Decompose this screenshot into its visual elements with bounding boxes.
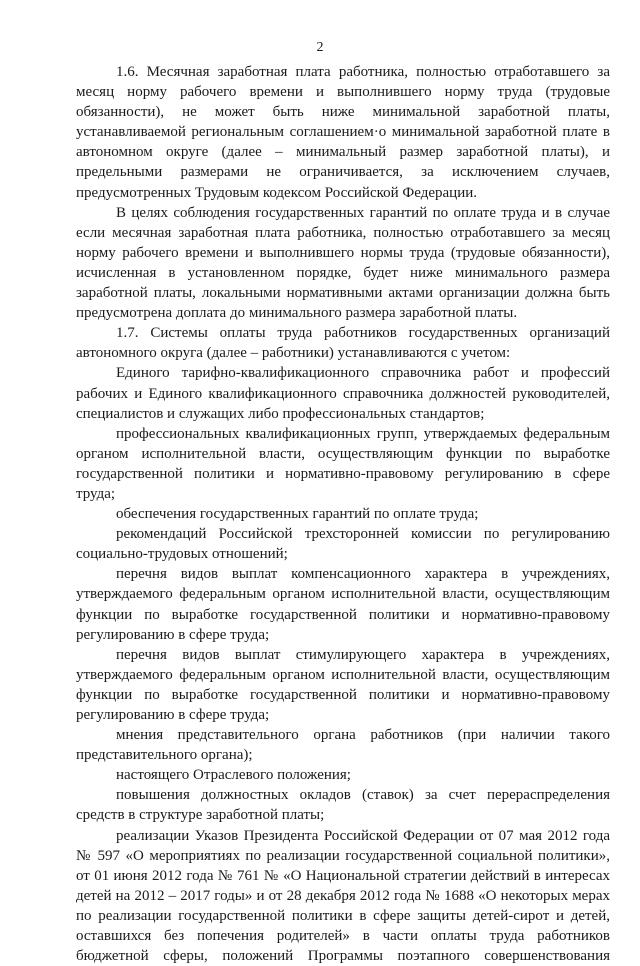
text-line: утверждаемого федеральным органом исполнительной власти, осуществляющим: [76, 586, 610, 603]
text-line: государственной политики и нормативно-правовому регулированию в сфере: [76, 465, 610, 482]
text-line: если месячная заработная плата работника, полностью отработавшего за месяц: [76, 224, 610, 241]
text-line: мнения представительного органа работников (при наличии такого: [116, 727, 610, 744]
text-line: предельными размерами не ограничивается, за исключением случаев,: [76, 164, 610, 181]
text-line: рекомендаций Российской трехсторонней комиссии по регулированию: [116, 526, 610, 543]
text-line: органом исполнительной власти, осуществляющим функции по выработке: [76, 445, 610, 462]
text-line: утверждаемого федеральным органом исполнительной власти, осуществляющим: [76, 666, 610, 683]
text-line: № 597 «О мероприятиях по реализации государственной социальной политики»,: [76, 847, 610, 864]
text-line: представительного органа);: [76, 747, 253, 764]
text-line: повышения должностных окладов (ставок) за счет перераспределения: [116, 787, 610, 804]
text-line: В целях соблюдения государственных гарантий по оплате труда и в случае: [116, 204, 610, 221]
text-line: регулированию в сфере труда;: [76, 626, 270, 643]
text-line: автономного округа (далее – работники) устанавливаются с учетом:: [76, 345, 511, 362]
text-line: социально-трудовых отношений;: [76, 546, 288, 563]
text-line: обеспечения государственных гарантий по оплате труда;: [116, 506, 479, 523]
text-line: месяц норму рабочего времени и выполнившего норму труда (трудовые: [76, 84, 610, 101]
text-line: регулированию в сфере труда;: [76, 707, 270, 723]
text-line: норму рабочего времени и выполнившего нормы труда (трудовые обязанности),: [76, 244, 610, 261]
text-line: исчисленная в установленном порядке, будет ниже минимального размера: [76, 264, 610, 281]
text-line: предусмотрена доплата до минимального размера заработной платы.: [76, 305, 518, 322]
text-line: автономном округе (далее – минимальный размер заработной платы), и: [76, 144, 610, 161]
text-line: функции по выработке государственной политики и нормативно-правовому: [76, 606, 610, 623]
text-line: функции по выработке государственной политики и нормативно-правовому: [76, 686, 610, 703]
text-line: предусмотренных Трудовым кодексом Российской Федерации.: [76, 184, 478, 201]
text-line: настоящего Отраслевого положения;: [116, 767, 351, 784]
text-line: профессиональных квалификационных групп, утверждаемых федеральным: [116, 425, 610, 442]
page-number: 2: [316, 40, 324, 55]
text-line: от 01 июня 2012 года № 761 № «О Национальной стратегии действий в интересах: [76, 867, 610, 884]
text-line: перечня видов выплат компенсационного характера в учреждениях,: [116, 566, 610, 583]
text-line: рабочих и Единого квалификационного справочника должностей руководителей,: [76, 385, 610, 402]
text-line: реализации Указов Президента Российской Федерации от 07 мая 2012 года: [116, 827, 610, 844]
text-line: труда;: [76, 485, 116, 502]
text-line: обязанности), не может быть ниже минимальной заработной платы,: [76, 104, 610, 121]
text-line: детей на 2012 – 2017 годы» и от 28 декабря 2012 года № 1688 «О некоторых мерах: [76, 887, 610, 904]
text-line: заработной платы, локальными нормативными актами организации должна быть: [76, 285, 610, 302]
text-line: 1.7. Системы оплаты труда работников государственных организаций: [116, 325, 610, 342]
text-line: специалистов и служащих либо профессиональных стандартов;: [76, 405, 485, 422]
text-line: бюджетной сферы, положений Программы поэтапного совершенствования: [76, 948, 610, 965]
text-line: оставшихся без попечения родителей» в части оплаты труда работников: [76, 928, 610, 945]
text-line: по реализации государственной политики в сфере защиты детей-сирот и детей,: [76, 907, 610, 924]
document-body: [76, 62, 610, 966]
text-line: средств в структуре заработной платы;: [76, 807, 325, 824]
text-line: 1.6. Месячная заработная плата работника, полностью отработавшего за: [116, 64, 610, 80]
text-line: устанавливаемой региональным соглашением·о минимальной заработной плате в: [76, 124, 610, 141]
text-line: перечня видов выплат стимулирующего характера в учреждениях,: [116, 646, 610, 663]
text-line: Единого тарифно-квалификационного справочника работ и профессий: [116, 365, 610, 382]
